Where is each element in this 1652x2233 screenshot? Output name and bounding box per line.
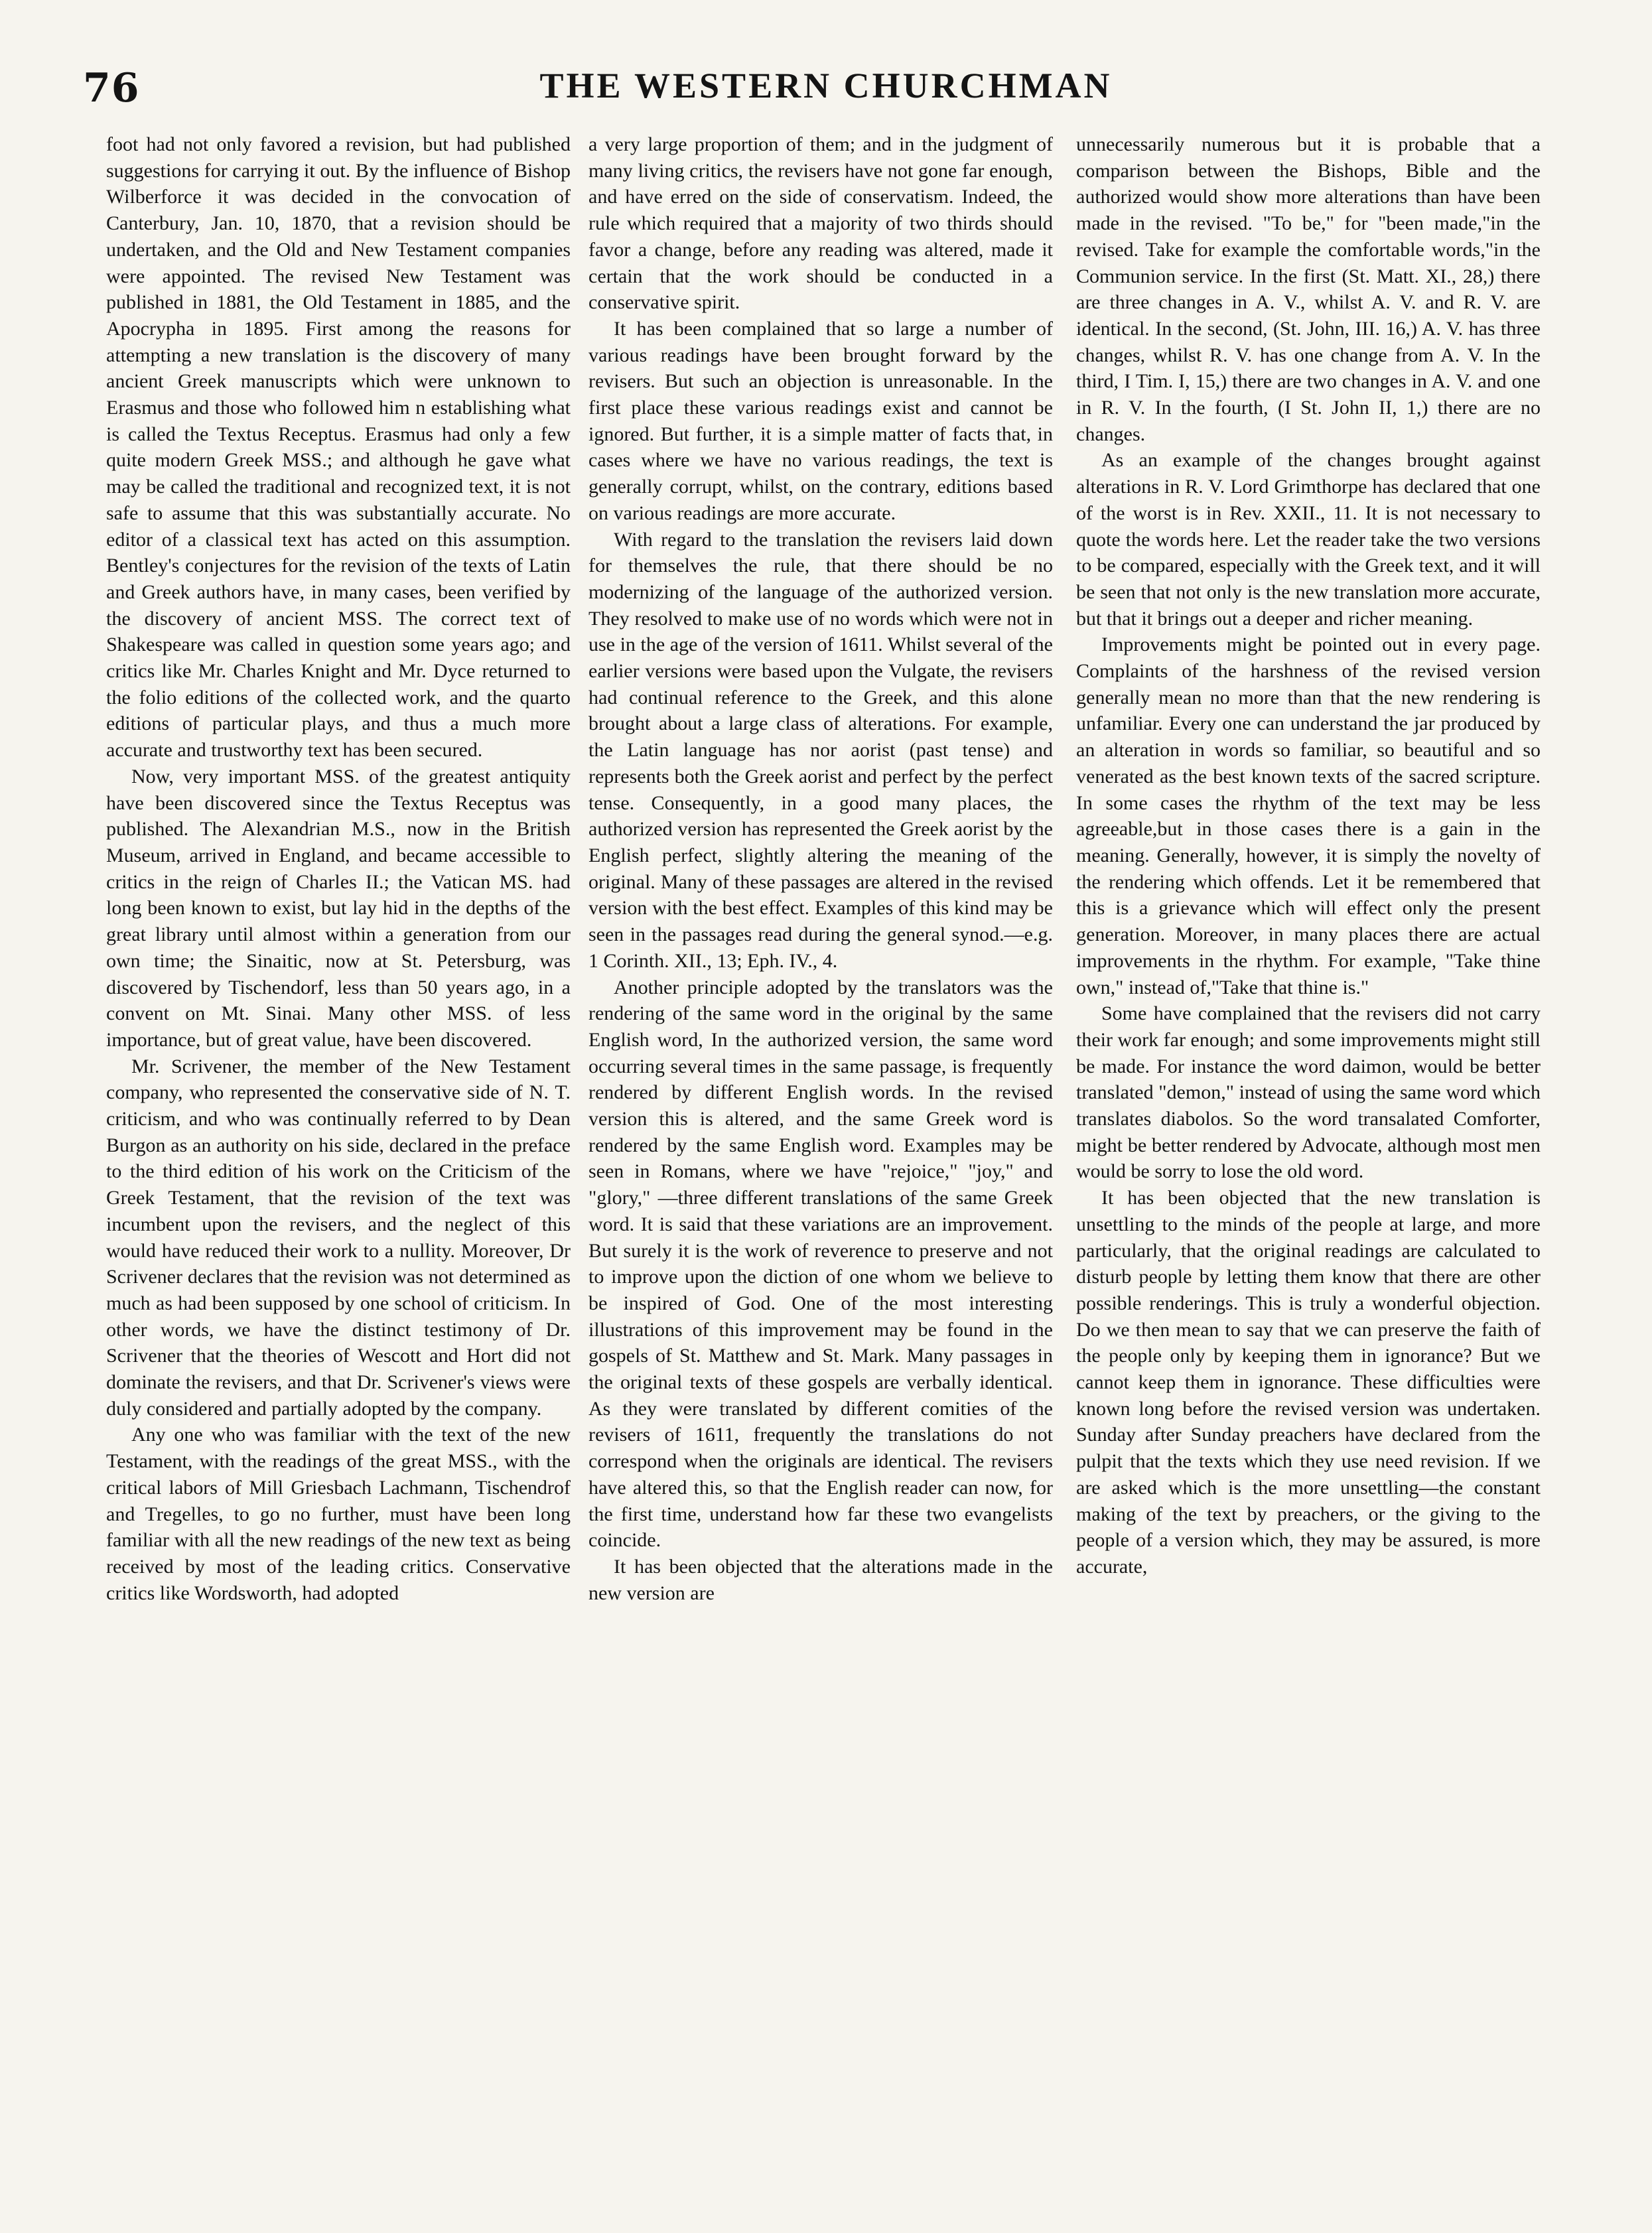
paragraph: It has been objected that the alterations made in the new version are (588, 1555, 1053, 1604)
page-number: 76 (83, 65, 140, 111)
paragraph: a very large proportion of them; and in the judgment of many living critics, the revisers have not gone far enough, and have erred on the side of conservatism. Indeed, the rule which required that a majority of two thirds should favor a change, before any reading was altered, made it certain that the work should be conducted in a conservative spirit. (588, 133, 1053, 314)
paragraph: As an example of the changes brought against alterations in R. V. Lord Grimthorpe has declared that one of the worst is in Rev. XXII., 11. It is not necessary to quote the words here. Let the reader take the two versions to be compared, especially with the Greek text, and it will be seen that not only is the new translation more accurate, but that it brings out a deeper and richer meaning. (1076, 449, 1541, 630)
paragraph: Another principle adopted by the translators was the rendering of the same word in the original by the same English word, In the authorized version, the same word occurring several times in the same passage, is frequently rendered by different English words. In the revised version this is altered, and the same Greek word is rendered by the same English word. Examples may be seen in Romans, where we have "rejoice," "joy," and "glory," —three different translations of the same Greek word. It is said that these variations are an improvement. But surely it is the work of reverence to preserve and not to improve upon the diction of one whom we believe to be inspired of God. One of the most interesting illustrations of this improvement may be found in the gospels of St. Matthew and St. Mark. Many passages in the original texts of these gospels are verbally identical. As they were translated by different comities of the revisers of 1611, frequently the translations do not correspond when the originals are identical. The revisers have altered this, so that the English reader can now, for the first time, understand how far these two evangelists coincide. (588, 976, 1053, 1552)
column-3 (1076, 131, 1541, 1580)
paragraph: Now, very important MSS. of the greatest antiquity have been discovered since the Textus Receptus was published. The Alexandrian M.S., now in the British Museum, arrived in England, and became accessible to critics in the reign of Charles II.; the Vatican MS. had long been known to exist, but lay hid in the depths of the great library until almost within a generation from our own time; the Sinaitic, now at St. Petersburg, was discovered by Tischendorf, less than 50 years ago, in a convent on Mt. Sinai. Many other MSS. of less importance, but of great value, have been discovered. (106, 765, 571, 1051)
paragraph: With regard to the translation the revisers laid down for themselves the rule, that there should be no modernizing of the language of the authorized version. They resolved to make use of no words which were not in use in the age of the version of 1611. Whilst several of the earlier versions were based upon the Vulgate, the revisers had continual reference to the Greek, and this alone brought about a large class of alterations. For example, the Latin language has nor aorist (past tense) and represents both the Greek aorist and perfect by the perfect tense. Consequently, in a good many places, the authorized version has represented the Greek aorist by the English perfect, slightly altering the meaning of the original. Many of these passages are altered in the revised version with the best effect. Examples of this kind may be seen in the passages read during the general synod.—e.g. 1 Corinth. XII., 13; Eph. IV., 4. (588, 528, 1053, 972)
paragraph: unnecessarily numerous but it is probable that a comparison between the Bishops, Bible and the authorized would show more alterations than have been made in the revised. "To be," for "been made,"in the revised. Take for example the comfortable words,"in the Communion service. In the first (St. Matt. XI., 28,) there are three changes in A. V., whilst A. V. and R. V. are identical. In the second, (St. John, III. 16,) A. V. has three changes, whilst R. V. has one change from A. V. In the third, I Tim. I, 15,) there are two changes in A. V. and one in R. V. In the fourth, (I St. John II, 1,) there are no changes. (1076, 133, 1541, 445)
paragraph: foot had not only favored a revision, but had published suggestions for carrying it out. By the influence of Bishop Wilberforce it was decided in the convocation of Canterbury, Jan. 10, 1870, that a revision should be undertaken, and the Old and New Testament companies were appointed. The revised New Testament was published in 1881, the Old Testament in 1885, and the Apocrypha in 1895. First among the reasons for attempting a new translation is the discovery of many ancient Greek manuscripts which were unknown to Erasmus and those who followed him n establishing what is called the Textus Receptus. Erasmus had only a few quite modern Greek MSS.; and although he gave what may be called the traditional and recognized text, it is not safe to assume that this was substantially accurate. No editor of a classical text has acted on this assumption. Bentley's conjectures for the revision of the texts of Latin and Greek authors have, in many cases, been verified by the discovery of ancient MSS. The correct text of Shakespeare was called in question some years ago; and critics like Mr. Charles Knight and Mr. Dyce returned to the folio editions of the collected work, and the quarto editions of particular plays, and thus a much more accurate and trustworthy text has been secured. (106, 133, 571, 762)
paragraph: Improvements might be pointed out in every page. Complaints of the harshness of the revised version generally mean no more than that the new rendering is unfamiliar. Every one can understand the jar produced by an alteration in words so familiar, so beautiful and so venerated as the best known texts of the sacred scripture. In some cases the rhythm of the text may be less agreeable,but in those cases there is a gain in the meaning. Generally, however, it is simply the novelty of the rendering which offends. Let it be remembered that this is a grievance which will effect only the present generation. Moreover, in many places there are actual improvements in the rhythm. For example, "Take thine own," instead of,"Take that thine is." (1076, 634, 1541, 998)
column-2 (588, 131, 1053, 1606)
paragraph: Some have complained that the revisers did not carry their work far enough; and some improvements might still be made. For instance the word daimon, would be better translated "demon," instead of using the same word which translates diabolos. So the word transalated Comforter, might be better rendered by Advocate, although most men would be sorry to lose the old word. (1076, 1002, 1541, 1183)
column-1 (106, 131, 571, 1606)
paragraph: It has been complained that so large a number of various readings have been brought forward by the revisers. But such an objection is unreasonable. In the first place these various readings exist and cannot be ignored. But further, it is a simple matter of facts that, in cases where we have no various readings, the text is generally corrupt, whilst, on the contrary, editions based on various readings are more accurate. (588, 317, 1053, 524)
paragraph: It has been objected that the new translation is unsettling to the minds of the people at large, and more particularly, that the original readings are calculated to disturb people by letting them know that there are other possible renderings. This is truly a wonderful objection. Do we then mean to say that we can preserve the faith of the people only by keeping them in ignorance? But we cannot keep them in ignorance. These difficulties were known long before the revised version was undertaken. Sunday after Sunday preachers have declared from the pulpit that the texts which they use need revision. If we are asked which is the more unsettling—the constant making of the text by preachers, or the giving to the people of a version which, they may be assured, is more accurate, (1076, 1187, 1541, 1578)
paragraph: Any one who was familiar with the text of the new Testament, with the readings of the great MSS., with the critical labors of Mill Griesbach Lachmann, Tischendrof and Tregelles, to go no further, must have been long familiar with all the new readings of the new text as being received by most of the leading critics. Conservative critics like Wordsworth, had adopted (106, 1424, 571, 1604)
paragraph: Mr. Scrivener, the member of the New Testament company, who represented the conservative side of N. T. criticism, and who was continually referred to by Dean Burgon as an authority on his side, declared in the preface to the third edition of his work on the Criticism of the Greek Testament, that the revision of the text was incumbent upon the revisers, and the neglect of this would have reduced their work to a nullity. Moreover, Dr Scrivener declares that the revision was not determined as much as had been supposed by one school of criticism. In other words, we have the distinct testimony of Dr. Scrivener that the theories of Wescott and Hort did not dominate the revisers, and that Dr. Scrivener's views were duly considered and partially adopted by the company. (106, 1055, 571, 1420)
page-title: THE WESTERN CHURCHMAN (539, 66, 1113, 105)
